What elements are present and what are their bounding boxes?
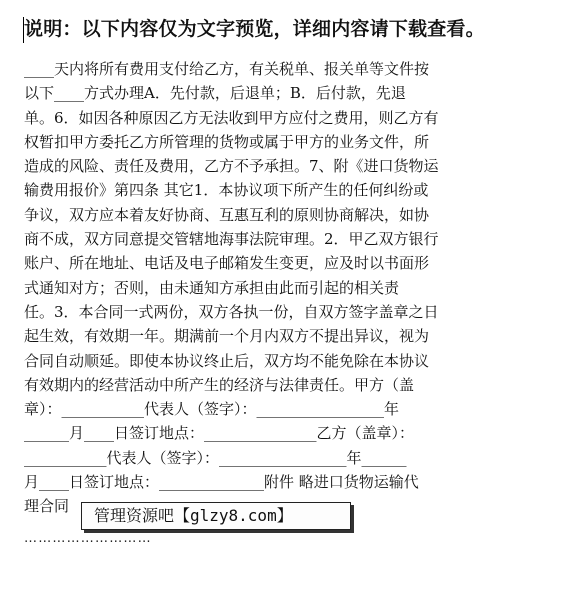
document-line: ___________代表人（签字）：_________________年______ — [24, 448, 407, 467]
document-line: 合同自动顺延。即使本协议终止后，双方均不能免除在本协议 — [24, 351, 430, 370]
document-line: 有效期内的经营活动中所产生的经济与法律责任。甲方（盖 — [24, 375, 415, 394]
document-line: 权暂扣甲方委托乙方所管理的货物或属于甲方的业务文件，所 — [24, 132, 430, 151]
document-line: 账户、所在地址、电话及电子邮箱发生变更，应及时以书面形 — [24, 254, 430, 273]
document-line: ______月____日签订地点：_______________乙方（盖章）： — [24, 424, 415, 443]
document-line: 理合同 — [24, 497, 70, 516]
document-line: 月____日签订地点：______________附件 略进口货物运输代 — [24, 473, 419, 492]
document-body — [24, 57, 558, 519]
document-line: 章）：___________代表人（签字）：_________________年 — [24, 400, 400, 419]
document-line: 输费用报价》第四条 其它1．本协议项下所产生的任何纠纷或 — [24, 181, 429, 200]
document-line: ____天内将所有费用支付给乙方，有关税单、报关单等文件按 — [24, 60, 430, 78]
document-line: 式通知对方；否则，由未通知方承担由此而引起的相关责 — [24, 278, 400, 297]
document-line: 单。6．如因各种原因乙方无法收到甲方应付之费用，则乙方有 — [24, 108, 439, 127]
document-line: 任。3．本合同一式两份，双方各执一份，自双方签字盖章之日 — [24, 302, 439, 321]
document-line: 造成的风险、责任及费用，乙方不予承担。7、附《进口货物运 — [24, 157, 439, 176]
continuation-dots: ……………………… — [24, 531, 152, 546]
document-line: 争议，双方应本着友好协商、互惠互利的原则协商解决，如协 — [24, 205, 430, 224]
document-line: 以下____方式办理A．先付款，后退单；B．后付款，先退 — [24, 84, 406, 103]
document-line: 起生效，有效期一年。期满前一个月内双方不提出异议，视为 — [24, 327, 430, 346]
site-watermark-label: 管理资源吧【glzy8.com】 — [81, 502, 351, 530]
document-line: 商不成，双方同意提交管辖地海事法院审理。2．甲乙双方银行 — [24, 230, 439, 249]
preview-notice: 说明：以下内容仅为文字预览，详细内容请下载查看。 — [24, 18, 485, 40]
